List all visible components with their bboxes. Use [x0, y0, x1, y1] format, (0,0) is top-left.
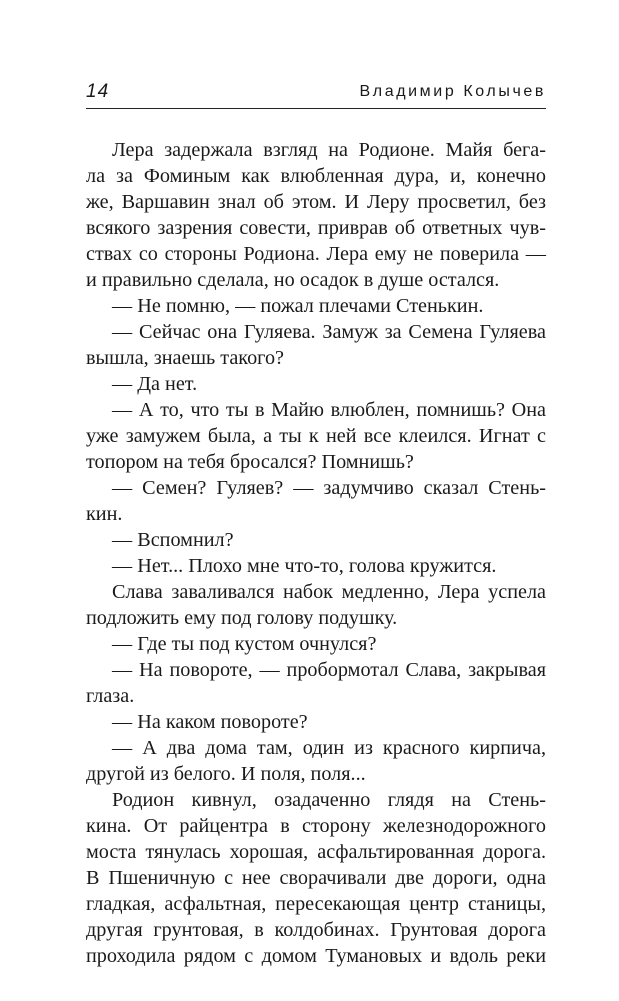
text-line: Слава заваливался набок медленно, Лера успела	[112, 581, 546, 603]
header-rule	[86, 108, 546, 109]
text-line: моста тянулась хорошая, асфальтированная дорога.	[86, 841, 546, 863]
text-line: всякого зазрения совести, приврав об ответных чув-	[86, 217, 546, 239]
text-line: вышла, знаешь такого?	[86, 347, 285, 369]
text-line: — Да нет.	[112, 373, 198, 395]
page-number: 14	[86, 81, 110, 102]
text-line: уже замужем была, а ты к ней все клеился. Игнат с	[86, 425, 546, 447]
text-line: — А то, что ты в Майю влюблен, помнишь? Она	[112, 399, 546, 421]
text-line: Родион кивнул, озадаченно глядя на Стень-	[112, 789, 546, 811]
text-line: ствах со стороны Родиона. Лера ему не поверила —	[86, 243, 546, 265]
text-line: — На каком повороте?	[112, 711, 308, 733]
text-line: же, Варшавин знал об этом. И Леру просветил, без	[86, 191, 546, 213]
text-line: топором на тебя бросался? Помнишь?	[86, 451, 414, 473]
text-line: — Сейчас она Гуляева. Замуж за Семена Гуляева	[112, 321, 546, 343]
text-line: — Семен? Гуляев? — задумчиво сказал Стень-	[112, 477, 546, 499]
text-line: гладкая, асфальтная, пересекающая центр станицы,	[86, 893, 546, 915]
text-line: — Не помню, — пожал плечами Стенькин.	[112, 295, 484, 317]
running-title-author: Владимир Колычев	[359, 83, 546, 100]
text-line: — Нет... Плохо мне что-то, голова кружится.	[112, 555, 497, 577]
text-line: глаза.	[86, 685, 135, 707]
text-line: другая грунтовая, в колдобинах. Грунтовая дорога	[86, 919, 546, 941]
text-line: ла за Фоминым как влюбленная дура, и, конечно	[86, 165, 546, 187]
text-line: подложить ему под голову подушку.	[86, 607, 398, 629]
text-line: Лера задержала взгляд на Родионе. Майя бега-	[112, 139, 546, 161]
text-line: — А два дома там, один из красного кирпича,	[112, 737, 546, 759]
text-line: — Вспомнил?	[112, 529, 234, 551]
text-line: В Пшеничную с нее сворачивали две дороги, одна	[86, 867, 546, 889]
text-line: — На повороте, — пробормотал Слава, закрывая	[112, 659, 546, 681]
text-line: кин.	[86, 503, 123, 525]
page-header	[86, 78, 546, 108]
text-line: проходила рядом с домом Тумановых и вдоль реки	[86, 945, 546, 967]
text-line: и правильно сделала, но осадок в душе остался.	[86, 269, 500, 291]
body-text	[86, 137, 546, 969]
text-line: другой из белого. И поля, поля...	[86, 763, 366, 785]
text-line: кина. От райцентра в сторону железнодорожного	[86, 815, 546, 837]
text-line: — Где ты под кустом очнулся?	[112, 633, 377, 655]
